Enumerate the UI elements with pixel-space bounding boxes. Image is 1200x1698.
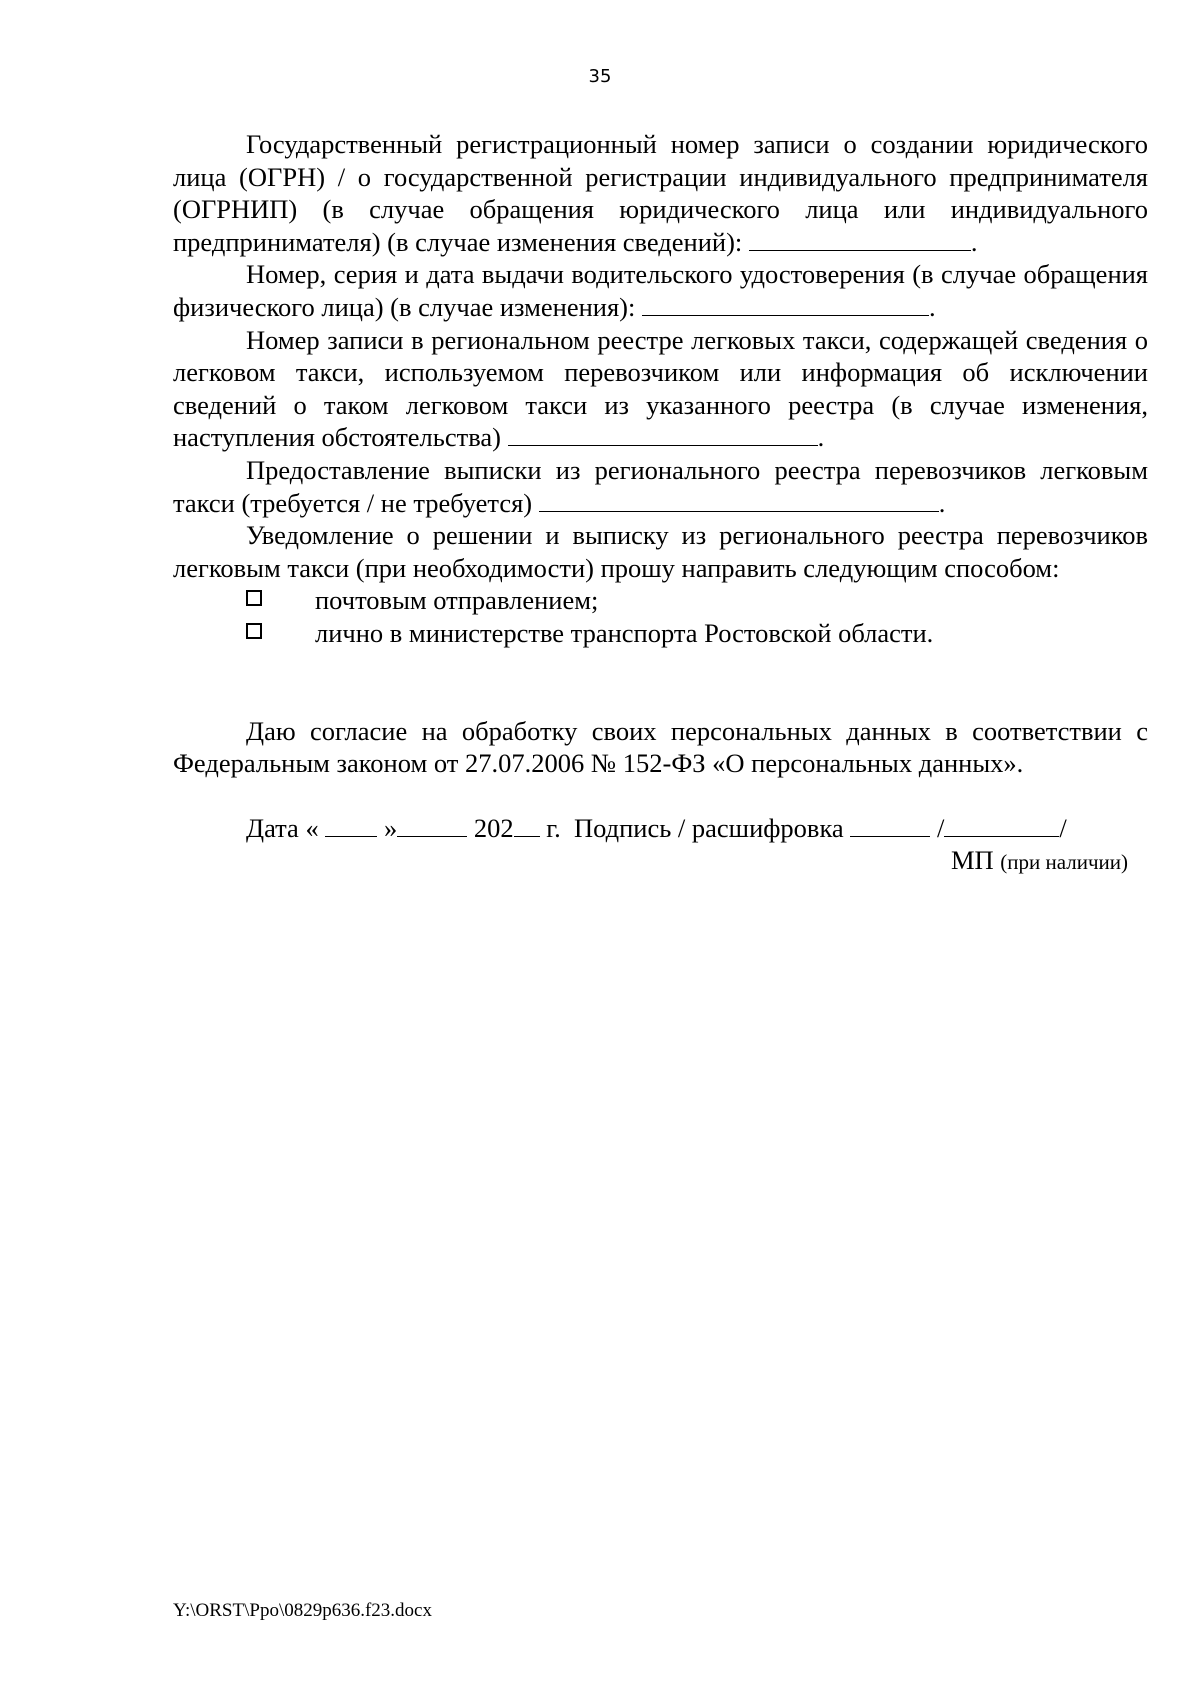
signature-slash: / [936, 812, 945, 843]
signature-slash: / [1059, 812, 1067, 843]
checkbox-in-person[interactable] [246, 623, 262, 639]
stamp-note: (при наличии) [1000, 850, 1128, 875]
spacer [173, 650, 1148, 715]
extract-paragraph [173, 454, 1148, 519]
file-path-footer: Y:\ORST\Ppo\0829p636.f23.docx [173, 1600, 432, 1621]
registry-record-blank-field[interactable] [508, 421, 818, 446]
spacer [173, 780, 1148, 812]
ogrn-text: Государственный регистрационный номер записи о создании юридического лица (ОГРН) / о государственной регистрации индивидуального предпринимателя (ОГРНИП) (в случае обращения юридического лица или индивидуального предпринимателя) (в случае изменения сведений): [173, 129, 1148, 257]
date-label: Дата « [246, 812, 319, 843]
license-paragraph [173, 258, 1148, 323]
checkbox-postal[interactable] [246, 590, 262, 606]
terminator-dot: . [970, 226, 978, 257]
license-text: Номер, серия и дата выдачи водительского удостоверения (в случае обращения физического лица) (в случае изменения): [173, 259, 1148, 322]
stamp-line [173, 844, 1148, 879]
notification-text: Уведомление о решении и выписку из регионального реестра перевозчиков легковым такси (при необходимости) прошу направить следующим способом: [173, 520, 1148, 583]
signature-label: Подпись / расшифровка [573, 812, 844, 843]
consent-text: Даю согласие на обработку своих персональных данных в соответствии с Федеральным законом от 27.07.2006 № 152-ФЗ «О персональных данных». [173, 715, 1148, 779]
extract-blank-field[interactable] [539, 487, 939, 512]
registry-record-text: Номер записи в региональном реестре легковых такси, содержащей сведения о легковом такси, используемом перевозчиком или информация об исключении сведений о таком легковом такси из указанного реестра (в случае изменения, наступления обстоятельства) [173, 324, 1148, 453]
ogrn-paragraph [173, 128, 1148, 258]
signature-field[interactable] [850, 812, 930, 837]
terminator-dot: . [938, 487, 946, 518]
page-number: 35 [588, 66, 612, 87]
year-prefix: 202 [473, 812, 514, 843]
date-year-field[interactable] [514, 812, 540, 837]
notification-paragraph [173, 519, 1148, 584]
year-suffix: г. [546, 812, 561, 843]
option-postal-label: почтовым отправлением; [315, 585, 599, 616]
document-body [173, 128, 1148, 879]
option-in-person-label: лично в министерстве транспорта Ростовской области. [315, 617, 934, 648]
signature-line [173, 812, 1148, 845]
date-day-field[interactable] [325, 812, 377, 837]
license-blank-field[interactable] [642, 291, 929, 316]
date-month-field[interactable] [397, 812, 467, 837]
stamp-label: МП [950, 845, 994, 876]
ogrn-blank-field[interactable] [749, 226, 971, 251]
terminator-dot: . [928, 291, 936, 322]
registry-record-paragraph [173, 324, 1148, 454]
terminator-dot: . [817, 422, 825, 453]
extract-text: Предоставление выписки из регионального реестра перевозчиков легковым такси (требуется / не требуется) [173, 454, 1148, 518]
option-in-person[interactable] [173, 617, 1148, 650]
date-quote-close: » [383, 812, 398, 843]
option-postal[interactable] [173, 584, 1148, 617]
name-decoding-field[interactable] [944, 812, 1059, 837]
consent-paragraph [173, 715, 1148, 780]
